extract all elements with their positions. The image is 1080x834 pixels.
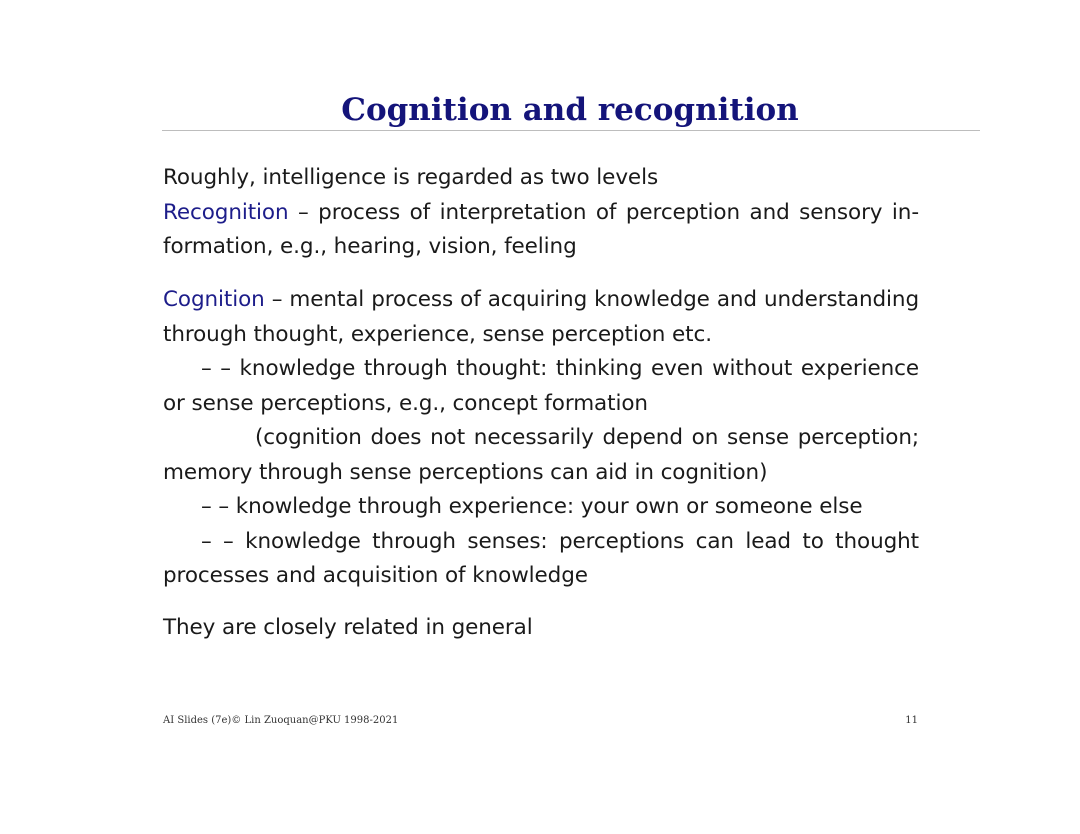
recognition-definition: – process of interpretation of perception and sensory in- xyxy=(288,199,919,225)
footer-credit: AI Slides (7e)© Lin Zuoquan@PKU 1998-2021 xyxy=(163,715,399,726)
recognition-section xyxy=(163,161,919,265)
paren-line-2: memory through sense perceptions can aid in cognition) xyxy=(163,459,768,485)
cognition-section xyxy=(163,283,919,594)
recognition-line-2: formation, e.g., hearing, vision, feeling xyxy=(163,234,577,259)
title-divider xyxy=(162,130,980,131)
experience-line: – – knowledge through experience: your own or someone else xyxy=(201,494,863,519)
thought-line-1: – – knowledge through thought: thinking even without experience xyxy=(201,356,919,381)
slide-title: Cognition and recognition xyxy=(341,92,799,128)
senses-line-1: – – knowledge through senses: perceptions can lead to thought xyxy=(201,528,919,554)
conclusion-section xyxy=(163,611,919,646)
conclusion-text: They are closely related in general xyxy=(163,615,533,640)
cognition-line-1 xyxy=(163,283,919,318)
recognition-line-1 xyxy=(163,196,919,231)
page-number: 11 xyxy=(905,715,918,726)
cognition-definition: – mental process of acquiring knowledge and understanding xyxy=(264,287,919,312)
cognition-line-2: through thought, experience, sense perception etc. xyxy=(163,321,712,347)
paren-line-1: (cognition does not necessarily depend on sense perception; xyxy=(255,425,919,450)
cognition-term: Cognition xyxy=(163,287,265,312)
senses-line-2: processes and acquisition of knowledge xyxy=(163,563,588,588)
recognition-term: Recognition xyxy=(163,199,289,225)
intro-text: Roughly, intelligence is regarded as two levels xyxy=(163,165,659,190)
thought-line-2: or sense perceptions, e.g., concept formation xyxy=(163,390,648,416)
